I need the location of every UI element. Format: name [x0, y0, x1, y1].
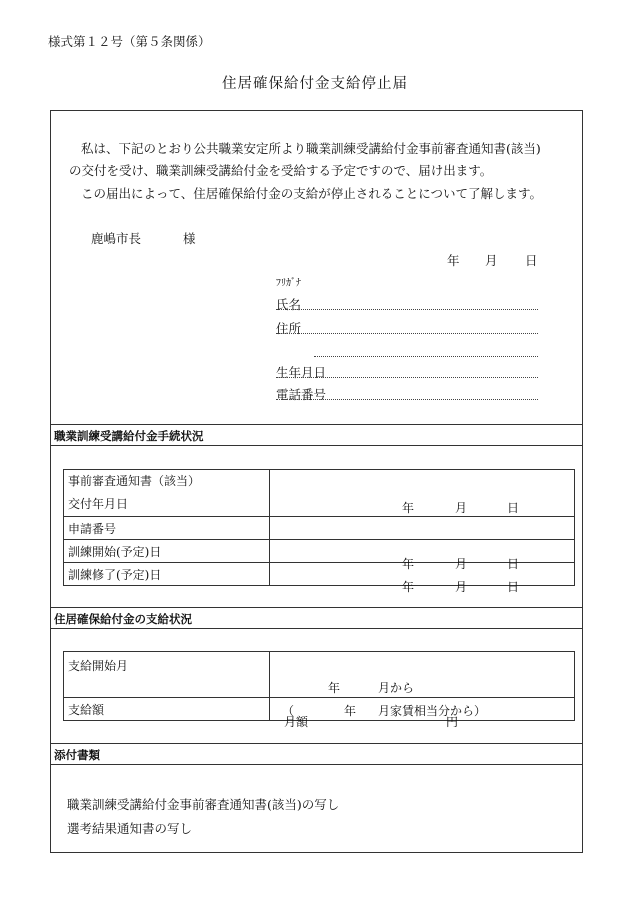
section-title-benefit: 住居確保給付金の支給状況 — [54, 612, 192, 626]
end-day: 日 — [507, 580, 520, 594]
row-label-amount: 支給額 — [68, 702, 105, 717]
table-cell-label — [64, 517, 270, 540]
name-label: 氏名 — [276, 297, 302, 312]
benefit-start-year: 年 — [328, 680, 341, 695]
phone-field[interactable] — [276, 399, 538, 400]
statement-line-1: 私は、下記のとおり公共職業安定所より職業訓練受講給付金事前審査通知書(該当) — [81, 141, 541, 156]
training-end-cell[interactable] — [270, 563, 575, 594]
attachment-item: 職業訓練受講給付金事前審査通知書(該当)の写し — [67, 797, 340, 812]
rent-year: 年 — [344, 703, 357, 718]
end-month: 月 — [455, 580, 468, 594]
start-month: 月 — [455, 557, 468, 571]
section-header-benefit — [51, 607, 582, 629]
amount-unit: 円 — [446, 715, 459, 729]
table-cell-label — [64, 470, 270, 517]
section-header-training — [51, 424, 582, 446]
notice-date-cell[interactable] — [270, 470, 575, 517]
address-field-line-2[interactable] — [314, 356, 538, 357]
name-field[interactable] — [276, 309, 538, 310]
training-start-cell[interactable] — [270, 540, 575, 571]
notice-month: 月 — [455, 501, 468, 515]
row-label-application-number: 申請番号 — [68, 521, 117, 536]
birthdate-field[interactable] — [276, 377, 538, 378]
submit-date-day: 日 — [525, 253, 538, 268]
attachment-item: 選考結果通知書の写し — [67, 821, 193, 836]
row-label-training-start: 訓練開始(予定)日 — [68, 544, 162, 559]
row-label-training-end: 訓練修了(予定)日 — [68, 567, 162, 582]
section-header-attachments — [51, 743, 582, 765]
phone-label: 電話番号 — [276, 387, 327, 402]
amount-monthly-label: 月額 — [284, 715, 309, 729]
start-year: 年 — [402, 557, 415, 571]
address-field[interactable] — [276, 333, 538, 334]
training-status-table — [63, 469, 575, 594]
benefit-status-table — [63, 651, 575, 729]
row-label-issue-date: 交付年月日 — [68, 497, 129, 511]
table-cell-label — [64, 698, 270, 721]
table-cell-label — [64, 540, 270, 563]
document-title: 住居確保給付金支給停止届 — [222, 76, 408, 92]
addressee-honorific: 様 — [183, 231, 196, 246]
row-label-notice: 事前審査通知書（該当） — [68, 474, 201, 488]
birthdate-label: 生年月日 — [276, 365, 327, 380]
form-frame — [50, 110, 583, 853]
notice-year: 年 — [402, 501, 415, 515]
rent-month-from: 月家賃相当分から） — [378, 703, 487, 718]
submit-date-month: 月 — [485, 253, 498, 268]
addressee-name: 鹿嶋市長 — [91, 231, 142, 246]
form-number: 様式第１２号（第５条関係） — [48, 34, 211, 49]
table-cell-label — [64, 563, 270, 586]
start-day: 日 — [507, 557, 520, 571]
furigana-label: ﾌﾘｶﾞﾅ — [276, 278, 301, 289]
address-label: 住所 — [276, 321, 302, 336]
end-year: 年 — [402, 580, 415, 594]
paren-open: （ — [282, 703, 295, 718]
application-number-cell[interactable] — [270, 517, 575, 540]
submit-date-year: 年 — [447, 253, 460, 268]
statement-line-2: の交付を受け、職業訓練受講給付金を受給する予定ですので、届け出ます。 — [69, 163, 493, 178]
section-title-training: 職業訓練受講給付金手続状況 — [54, 429, 204, 443]
benefit-start-month-from: 月から — [378, 680, 415, 695]
statement-line-3: この届出によって、住居確保給付金の支給が停止されることについて了解します。 — [81, 186, 543, 201]
section-title-attachments: 添付書類 — [54, 748, 100, 762]
notice-day: 日 — [507, 501, 520, 515]
row-label-start-month: 支給開始月 — [68, 659, 129, 673]
benefit-start-cell[interactable] — [270, 652, 575, 718]
table-cell-label — [64, 652, 270, 698]
